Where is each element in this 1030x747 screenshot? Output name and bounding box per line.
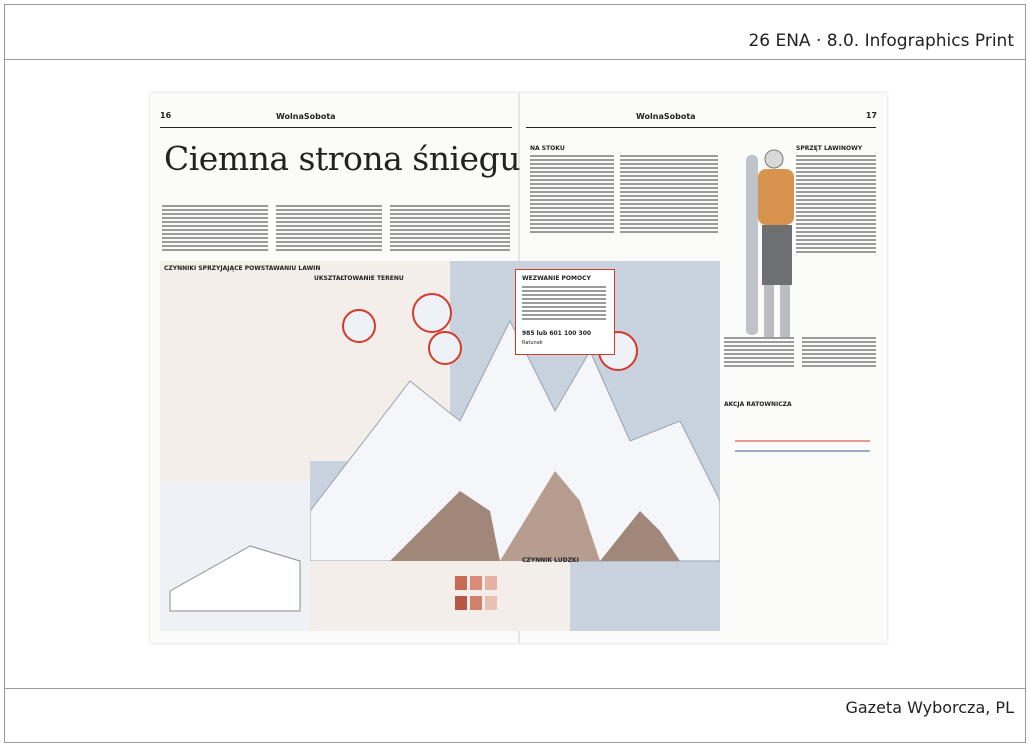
risk-swatch-1: [455, 576, 467, 590]
human-factor-title: CZYNNIK LUDZKI: [522, 557, 579, 564]
category-label: 26 ENA · 8.0. Infographics Print: [748, 31, 1014, 51]
header-divider: [4, 59, 1026, 60]
masthead-left: WolnaSobota: [276, 112, 336, 121]
left-page-number: 16: [160, 111, 172, 120]
skier-with-gear-illustration: [728, 145, 814, 345]
right-page-rule: [526, 127, 876, 128]
detail-circle-1: [342, 309, 376, 343]
intro-column-1: [162, 205, 268, 253]
intro-column-2: [276, 205, 382, 253]
rescue-text-column-1: [724, 337, 794, 369]
emergency-call-title: WEZWANIE POMOCY: [522, 275, 591, 282]
left-leg-shape: [764, 285, 774, 337]
on-slope-column-2: [620, 155, 718, 235]
detail-circle-2: [412, 293, 452, 333]
risk-swatch-5: [470, 596, 482, 610]
snowboard-shape: [746, 155, 758, 335]
detail-circle-3: [428, 331, 462, 365]
emergency-call-text: [522, 286, 606, 322]
risk-swatch-6: [485, 596, 497, 610]
risk-swatch-4: [455, 596, 467, 610]
emergency-call-card: [515, 269, 615, 355]
left-page-rule: [160, 127, 512, 128]
jacket-shape: [762, 225, 792, 285]
right-page-number: 17: [865, 111, 877, 120]
source-label: Gazeta Wyborcza, PL: [845, 698, 1014, 717]
newspaper-spread: [150, 93, 887, 643]
human-factor-panel-bg: [450, 561, 570, 631]
rescue-text-column-2: [802, 337, 876, 369]
on-slope-column-1: [530, 155, 614, 235]
masthead-right: WolnaSobota: [636, 112, 696, 121]
slope-angle-panel-bg: [310, 561, 450, 631]
emergency-app-name: Ratunek: [522, 340, 543, 346]
gear-panel-title: SPRZĘT LAWINOWY: [796, 145, 863, 152]
backpack-shape: [758, 169, 794, 225]
helmet-shape: [765, 150, 783, 168]
emergency-number: 985 lub 601 100 300: [522, 330, 592, 337]
terrain-panel-title: UKSZTAŁTOWANIE TERENU: [314, 275, 404, 282]
risk-swatch-3: [485, 576, 497, 590]
factors-panel-title: CZYNNIKI SPRZYJAJĄCE POWSTAWANIU LAWIN: [164, 265, 321, 272]
rescue-panel-title: AKCJA RATOWNICZA: [724, 401, 792, 408]
risk-swatch-2: [470, 576, 482, 590]
footer-divider: [4, 688, 1026, 689]
on-slope-title: NA STOKU: [530, 145, 565, 152]
intro-column-3: [390, 205, 510, 253]
page-headline: Ciemna strona śniegu: [164, 139, 520, 178]
right-leg-shape: [780, 285, 790, 337]
